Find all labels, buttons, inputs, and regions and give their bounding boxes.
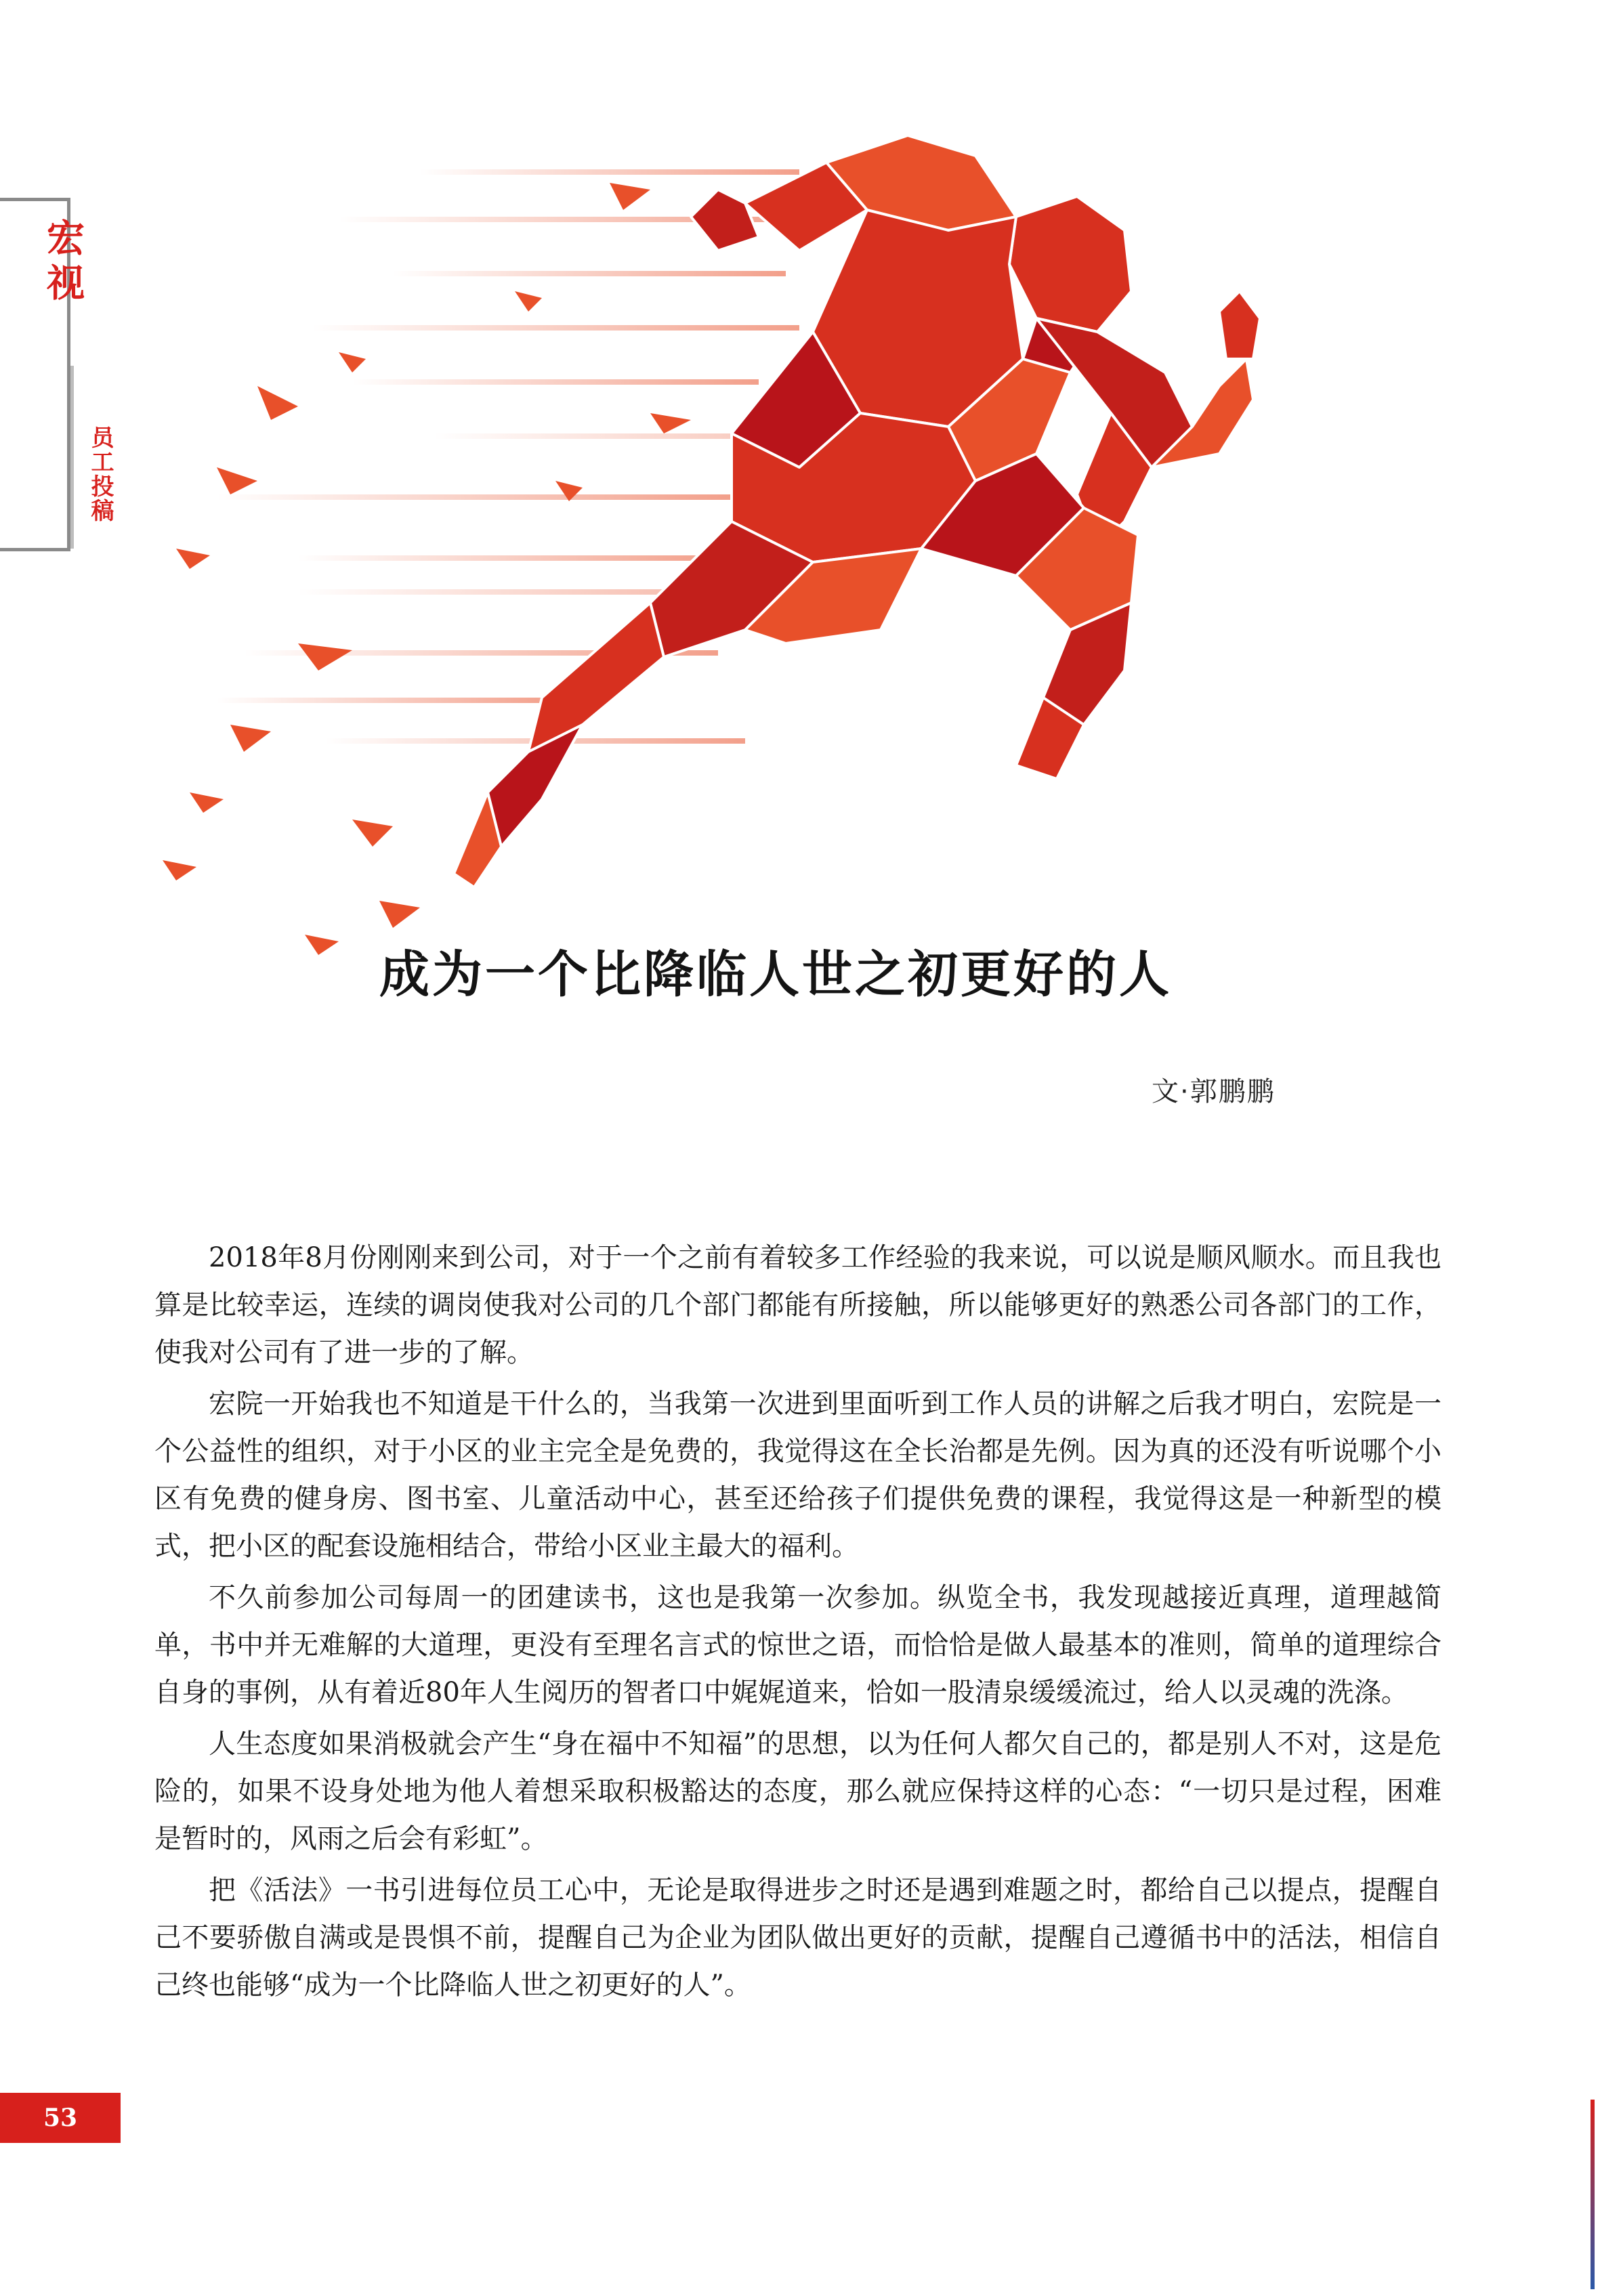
- article-byline: 文·郭鹏鹏: [1152, 1076, 1276, 1107]
- page-number: 53: [0, 2093, 121, 2143]
- paragraph: 2018年8月份刚刚来到公司，对于一个之前有着较多工作经验的我来说，可以说是顺风顺水。而且我也算是比较幸运，连续的调岗使我对公司的几个部门都能有所接触，所以能够更好的熟悉公司各部门的工作，使我对公司有了进一步的了解。: [154, 1242, 1441, 1368]
- section-subtitle: 员工投稿: [87, 425, 114, 523]
- edge-color-mark: [1591, 2100, 1595, 2289]
- paragraph: 把《活法》一书引进每位员工心中，无论是取得进步之时还是遇到难题之时，都给自己以提点，提醒自己不要骄傲自满或是畏惧不前，提醒自己为企业为团队做出更好的贡献，提醒自己遵循书中的活法，相信自己终也能够“成为一个比降临人世之初更好的人”。: [154, 1875, 1441, 2001]
- runner-shards: [454, 135, 1260, 887]
- paragraph: 宏院一开始我也不知道是干什么的，当我第一次进到里面听到工作人员的讲解之后我才明白，宏院是一个公益性的组织，对于小区的业主完全是免费的，我觉得这在全长治都是先例。因为真的还没有听说哪个小区有免费的健身房、图书室、儿童活动中心，甚至还给孩子们提供免费的课程，我觉得这是一种新型的模式，把小区的配套设施相结合，带给小区业主最大的福利。: [154, 1388, 1441, 1562]
- article-title: 成为一个比降临人世之初更好的人: [379, 945, 1172, 1004]
- runner-illustration: [135, 115, 1287, 996]
- flying-fragments: [163, 183, 691, 955]
- paragraph: 人生态度如果消极就会产生“身在福中不知福”的思想，以为任何人都欠自己的，都是别人不对，这是危险的，如果不设身处地为他人着想采取积极豁达的态度，那么就应保持这样的心态：“一切只是过程，困难是暂时的，风雨之后会有彩虹”。: [154, 1728, 1441, 1854]
- section-title: 宏视: [41, 218, 85, 307]
- section-divider: [70, 366, 74, 549]
- article-body: [154, 1234, 1441, 2013]
- paragraph: 不久前参加公司每周一的团建读书，这也是我第一次参加。纵览全书，我发现越接近真理，道理越简单，书中并无难解的大道理，更没有至理名言式的惊世之语，而恰恰是做人最基本的准则，简单的道理综合自身的事例，从有着近80年人生阅历的智者口中娓娓道来，恰如一股清泉缓缓流过，给人以灵魂的洗涤。: [154, 1582, 1441, 1708]
